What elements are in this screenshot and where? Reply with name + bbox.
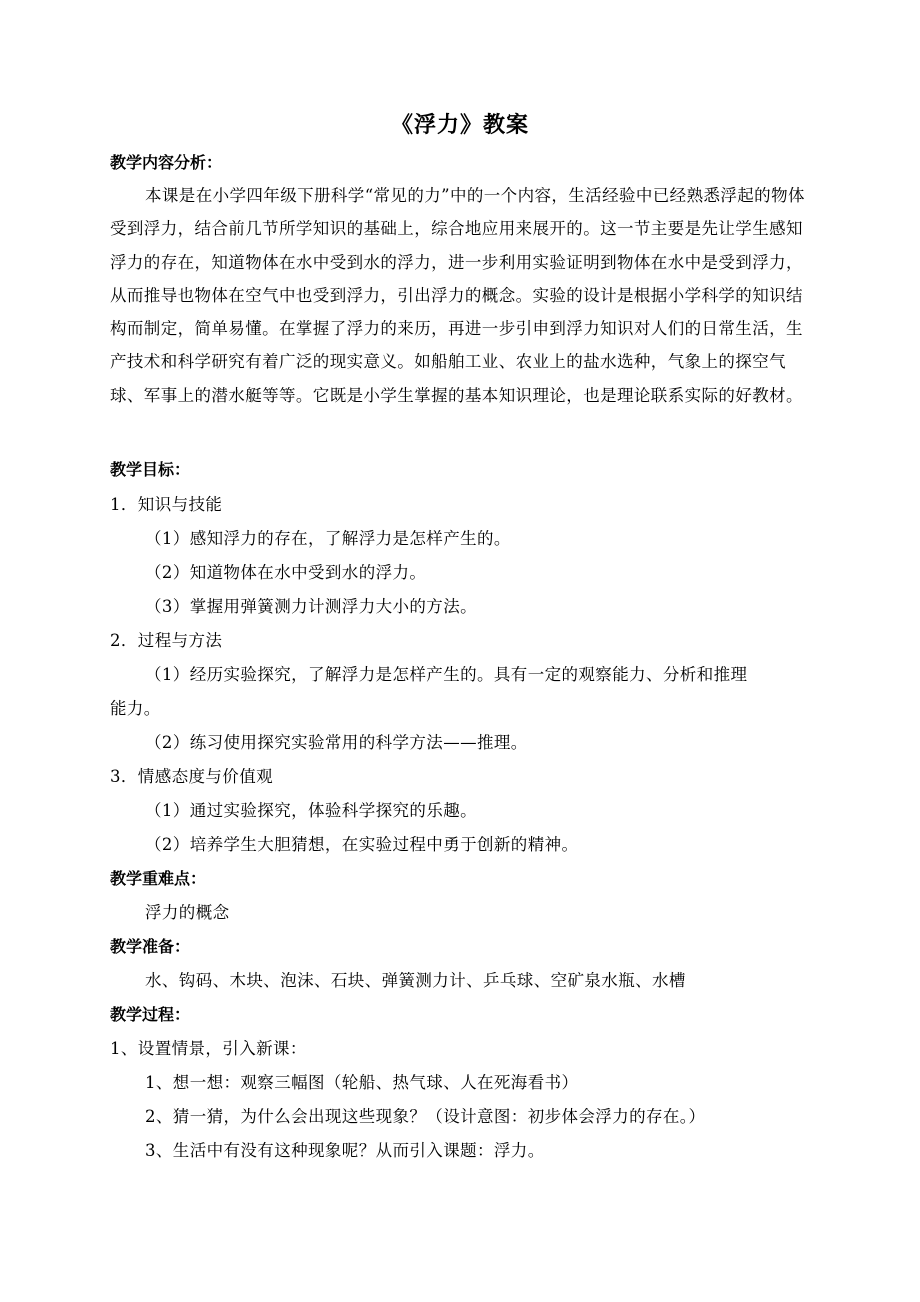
document-title: 《浮力》教案 [390, 112, 529, 138]
preparation-heading: 教学准备： [110, 937, 191, 956]
objective-item: （2）培养学生大胆猜想，在实验过程中勇于创新的精神。 [145, 835, 579, 854]
key-points-heading: 教学重难点： [110, 869, 207, 888]
objective-item: （1）感知浮力的存在，了解浮力是怎样产生的。 [145, 529, 511, 548]
content-analysis-paragraph: 本课是在小学四年级下册科学“常见的力”中的一个内容，生活经验中已经熟悉浮起的物体受到浮力，结合前几节所学知识的基础上，综合地应用来展开的。这一节主要是先让学生感知浮力的存在，知道物体在水中受到水的浮力，进一步利用实验证明到物体在水中是受到浮力，从而推导也物体在空气中也受到浮力，引出浮力的概念。实验的设计是根据小学科学的知识结构而制定，简单易懂。在掌握了浮力的来历，再进一步引申到浮力知识对人们的日常生活，生产技术和科学研究有着广泛的现实意义。如船舶工业、农业上的盐水选种，气象上的探空气球、军事上的潜水艇等等。它既是小学生掌握的基本知识理论，也是理论联系实际的好教材。 [110, 186, 805, 405]
process-item: 1、想一想：观察三幅图（轮船、热气球、人在死海看书） [145, 1073, 579, 1092]
key-points-text: 浮力的概念 [145, 903, 230, 922]
objective-item: （1）经历实验探究，了解浮力是怎样产生的。具有一定的观察能力、分析和推理 [145, 665, 748, 684]
objective-item: （3）掌握用弹簧测力计测浮力大小的方法。 [145, 597, 477, 616]
objective-group-values-title: 3．情感态度与价值观 [110, 767, 273, 786]
process-item: 2、猜一猜，为什么会出现这些现象？（设计意图：初步体会浮力的存在。） [145, 1107, 706, 1126]
preparation-text: 水、钩码、木块、泡沫、石块、弹簧测力计、乒乓球、空矿泉水瓶、水槽 [145, 971, 686, 990]
objective-group-process-title: 2．过程与方法 [110, 631, 223, 650]
content-analysis-heading: 教学内容分析： [110, 153, 223, 172]
objective-item: （2）练习使用探究实验常用的科学方法——推理。 [145, 733, 528, 752]
process-step-title: 1、设置情景，引入新课： [110, 1039, 307, 1058]
process-heading: 教学过程： [110, 1005, 191, 1024]
objective-group-knowledge-title: 1．知识与技能 [110, 495, 223, 514]
objective-item: （2）知道物体在水中受到水的浮力。 [145, 563, 427, 582]
objective-item: （1）通过实验探究，体验科学探究的乐趣。 [145, 801, 477, 820]
objectives-heading: 教学目标： [110, 460, 191, 479]
objective-item-continuation: 能力。 [110, 699, 161, 718]
process-item: 3、生活中有没有这种现象呢？从而引入课题：浮力。 [145, 1141, 545, 1160]
